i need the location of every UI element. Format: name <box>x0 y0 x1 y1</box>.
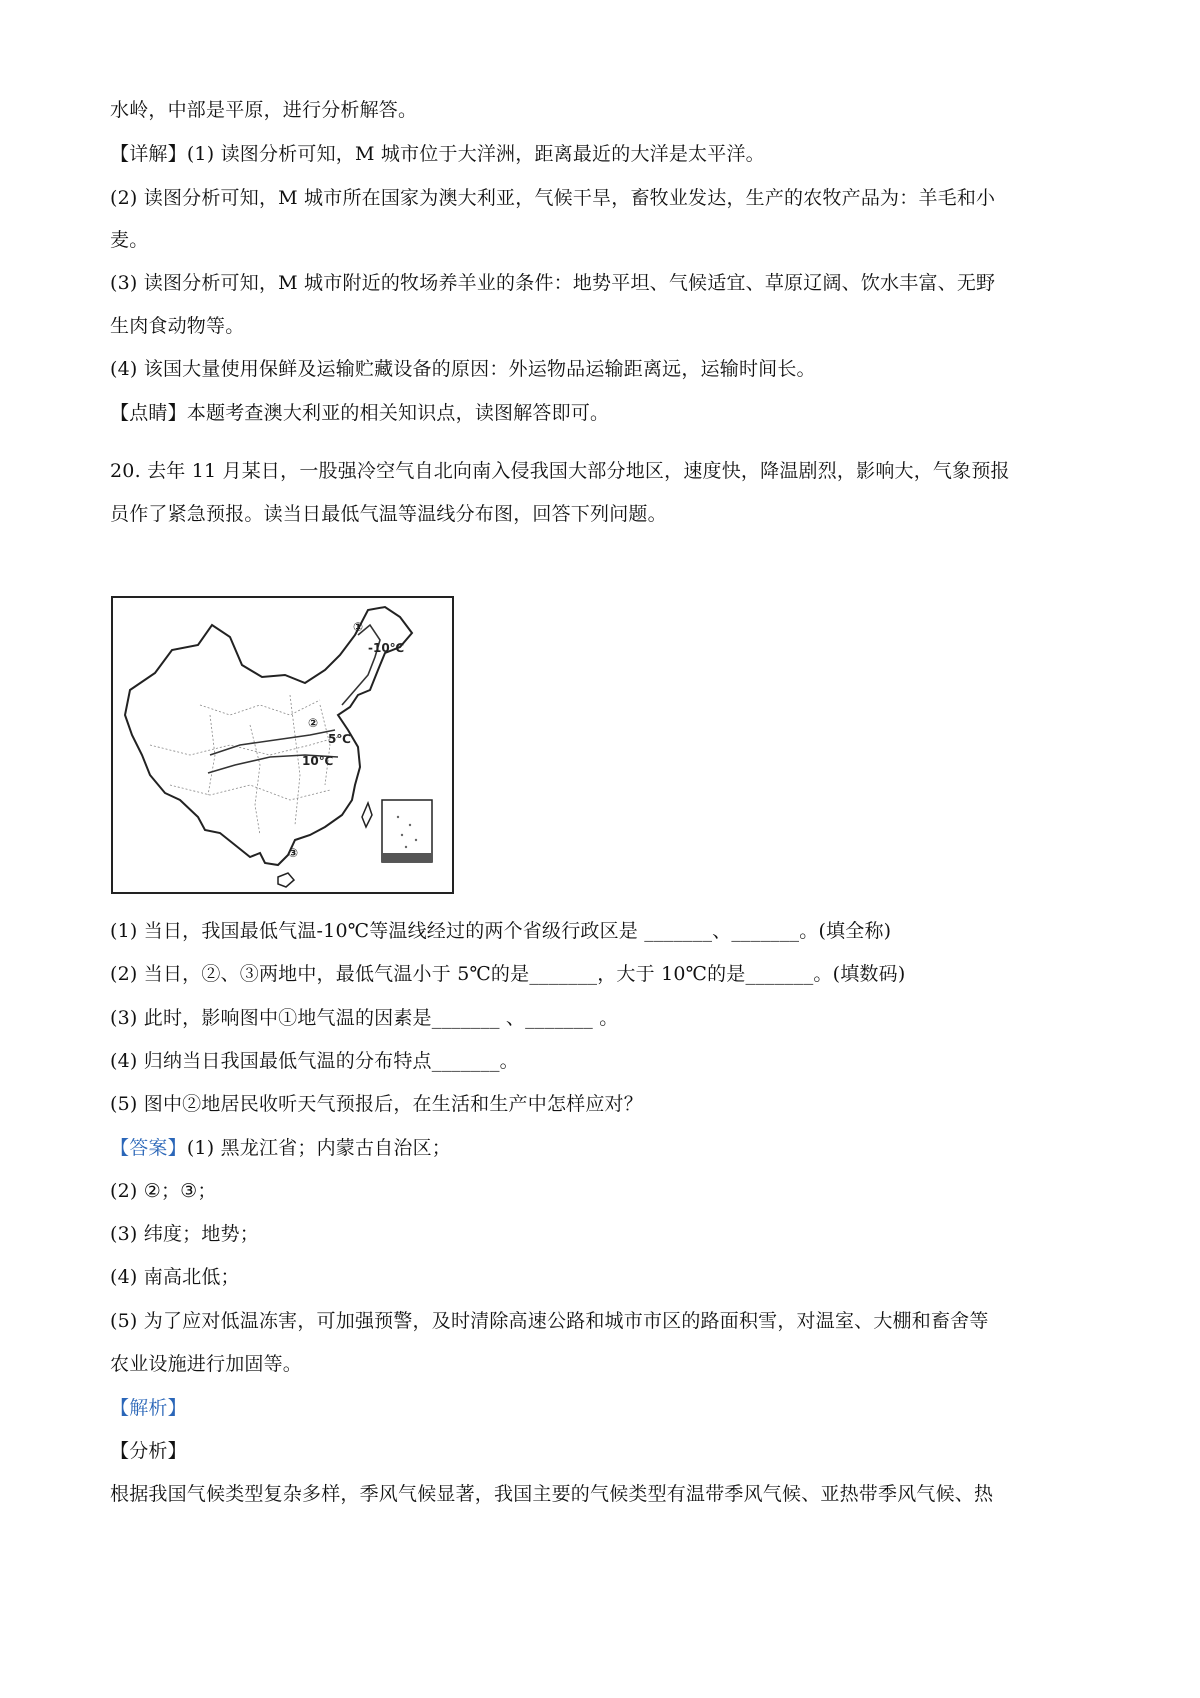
subquestion-3: (3) 此时，影响图中①地气温的因素是_______ 、_______ 。 <box>110 1007 619 1029</box>
subquestion-5: (5) 图中②地居民收听天气预报后，在生活和生产中怎样应对？ <box>110 1093 643 1115</box>
question-line-2: 员作了紧急预报。读当日最低气温等温线分布图，回答下列问题。 <box>110 503 667 525</box>
isotherm-map <box>110 595 455 895</box>
answer-1: (1) 黑龙江省；内蒙古自治区； <box>186 1137 451 1159</box>
detail-tag: 【详解】 <box>110 143 187 165</box>
answer-tag: 【答案】 <box>110 1137 187 1159</box>
map-label-3: ③ <box>288 846 299 860</box>
point-line <box>110 398 1100 428</box>
text-line: 麦。 <box>110 229 149 251</box>
text-line: 水岭，中部是平原，进行分析解答。 <box>110 99 418 121</box>
subquestion-2: (2) 当日，②、③两地中，最低气温小于 5℃的是_______，大于 10℃的是_______。(填数码) <box>110 963 906 985</box>
map-label-2: ② <box>308 716 319 730</box>
text-line: (3) 读图分析可知，M 城市附近的牧场养羊业的条件：地势平坦、气候适宜、草原辽阔、饮水丰富、无野 <box>110 272 996 294</box>
fenxi-tag: 【分析】 <box>110 1440 187 1462</box>
text-line: (2) 读图分析可知，M 城市所在国家为澳大利亚，气候干旱，畜牧业发达，生产的农牧产品为：羊毛和小 <box>110 187 996 209</box>
answer-5b: 农业设施进行加固等。 <box>110 1353 303 1375</box>
subquestion-4: (4) 归纳当日我国最低气温的分布特点_______。 <box>110 1050 519 1072</box>
answer-4: (4) 南高北低； <box>110 1266 240 1288</box>
subquestion-1: (1) 当日，我国最低气温-10℃等温线经过的两个省级行政区是 _______、_______。(填全称) <box>110 920 892 942</box>
answer-line-1 <box>110 1133 1100 1163</box>
text-line: 生肉食动物等。 <box>110 315 245 337</box>
detail-line <box>110 139 1100 169</box>
answer-3: (3) 纬度；地势； <box>110 1223 259 1245</box>
question-number: 20. <box>110 460 141 482</box>
text-line-last: 根据我国气候类型复杂多样，季风气候显著，我国主要的气候类型有温带季风气候、亚热带季风气候、热 <box>110 1483 994 1505</box>
detail-text: (1) 读图分析可知，M 城市位于大洋洲，距离最近的大洋是太平洋。 <box>186 143 765 165</box>
answer-2: (2) ②；③； <box>110 1180 217 1202</box>
question-line <box>110 456 1100 486</box>
point-tag: 【点睛】 <box>110 402 187 424</box>
china-outline-map <box>110 595 455 895</box>
text-line: (4) 该国大量使用保鲜及运输贮藏设备的原因：外运物品运输距离远，运输时间长。 <box>110 358 816 380</box>
analysis-tag: 【解析】 <box>110 1397 187 1419</box>
south-china-sea-inset <box>382 800 432 862</box>
iso-label-5: 5℃ <box>328 732 351 746</box>
answer-5a: (5) 为了应对低温冻害，可加强预警，及时清除高速公路和城市市区的路面积雪，对温室、大棚和畜舍等 <box>110 1310 989 1332</box>
iso-label-minus10: -10℃ <box>368 641 405 655</box>
question-text: 去年 11 月某日，一股强冷空气自北向南入侵我国大部分地区，速度快，降温剧烈，影响大，气象预报 <box>147 460 1010 482</box>
point-text: 本题考查澳大利亚的相关知识点，读图解答即可。 <box>186 402 610 424</box>
map-label-1: ① <box>353 620 364 634</box>
inset-caption-bar <box>382 853 432 862</box>
iso-label-10: 10℃ <box>302 754 334 768</box>
